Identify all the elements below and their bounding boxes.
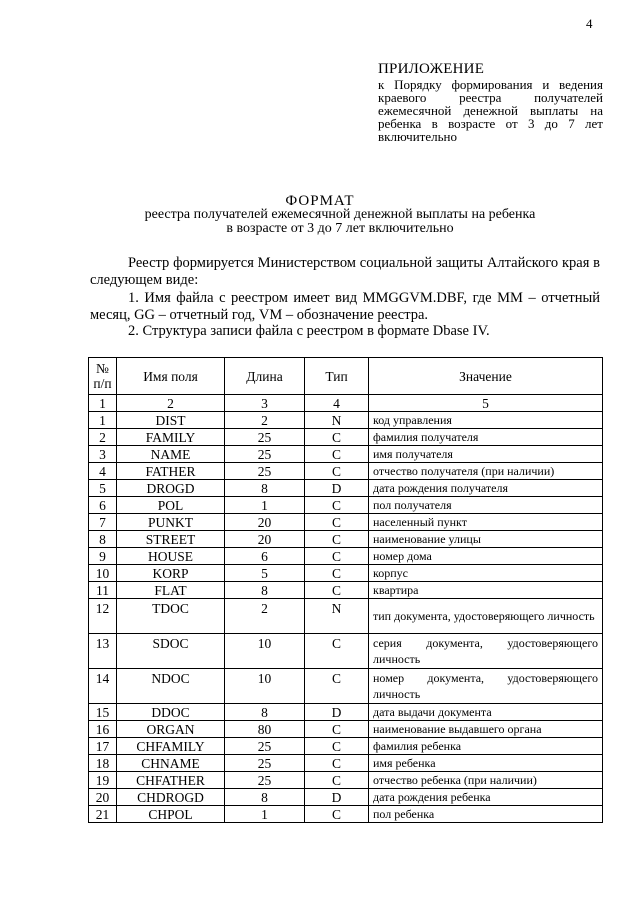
page-number: 4 — [586, 16, 593, 31]
table-row — [89, 497, 603, 514]
row-number: 20 — [89, 789, 117, 806]
field-name: POL — [117, 497, 225, 514]
table-row — [89, 755, 603, 772]
field-name: DDOC — [117, 704, 225, 721]
field-value: имя ребенка — [369, 755, 603, 772]
field-name: TDOC — [117, 599, 225, 634]
field-value: фамилия ребенка — [369, 738, 603, 755]
field-type: C — [305, 634, 369, 669]
table-row — [89, 738, 603, 755]
row-number: 18 — [89, 755, 117, 772]
field-type: C — [305, 514, 369, 531]
header-value: Значение — [369, 358, 603, 395]
field-value: номер документа, удостоверяющего личность — [369, 669, 603, 704]
field-value: отчество получателя (при наличии) — [369, 463, 603, 480]
row-number: 8 — [89, 531, 117, 548]
field-type: C — [305, 565, 369, 582]
field-name: SDOC — [117, 634, 225, 669]
field-name: CHFAMILY — [117, 738, 225, 755]
field-length: 8 — [225, 789, 305, 806]
header-number: № п/п — [89, 358, 117, 395]
table-row — [89, 582, 603, 599]
row-number: 9 — [89, 548, 117, 565]
field-length: 5 — [225, 565, 305, 582]
field-length: 20 — [225, 514, 305, 531]
field-type: C — [305, 669, 369, 704]
field-type: C — [305, 548, 369, 565]
row-number: 11 — [89, 582, 117, 599]
row-number: 6 — [89, 497, 117, 514]
field-value: серия документа, удостоверяющего личность — [369, 634, 603, 669]
field-length: 25 — [225, 446, 305, 463]
table-row — [89, 704, 603, 721]
field-name: CHPOL — [117, 806, 225, 823]
table-row — [89, 772, 603, 789]
field-length: 2 — [225, 599, 305, 634]
field-type: D — [305, 480, 369, 497]
field-name: KORP — [117, 565, 225, 582]
body-paragraph-1: Реестр формируется Министерством социальной защиты Алтайского края в следующем виде: — [90, 255, 600, 288]
header-field-name: Имя поля — [117, 358, 225, 395]
field-length: 10 — [225, 634, 305, 669]
appendix-title: ПРИЛОЖЕНИЕ — [378, 61, 485, 77]
field-value: дата рождения ребенка — [369, 789, 603, 806]
field-length: 6 — [225, 548, 305, 565]
field-length: 25 — [225, 463, 305, 480]
field-length: 80 — [225, 721, 305, 738]
field-type: N — [305, 412, 369, 429]
field-name: CHFATHER — [117, 772, 225, 789]
row-number: 7 — [89, 514, 117, 531]
body-paragraph-2: 1. Имя файла с реестром имеет вид MMGGVM.DBF, где MM – отчетный месяц, GG – отчетный год, VM – обозначение реестра. — [90, 290, 600, 323]
column-number-1: 1 — [89, 395, 117, 412]
field-type: C — [305, 446, 369, 463]
table-row — [89, 634, 603, 669]
body-paragraph-3: 2. Структура записи файла с реестром в формате Dbase IV. — [128, 323, 490, 339]
table-row — [89, 463, 603, 480]
field-value: отчество ребенка (при наличии) — [369, 772, 603, 789]
row-number: 21 — [89, 806, 117, 823]
field-value: имя получателя — [369, 446, 603, 463]
field-value: пол ребенка — [369, 806, 603, 823]
field-length: 2 — [225, 412, 305, 429]
field-value: номер дома — [369, 548, 603, 565]
appendix-block — [378, 61, 603, 143]
field-name: NAME — [117, 446, 225, 463]
field-length: 25 — [225, 738, 305, 755]
appendix-text: к Порядку формирования и ведения краевого реестра получателей ежемесячной денежной выплаты на ребенка в возрасте от 3 до 7 лет включительно — [378, 77, 603, 144]
row-number: 13 — [89, 634, 117, 669]
column-number-3: 3 — [225, 395, 305, 412]
field-length: 20 — [225, 531, 305, 548]
field-length: 8 — [225, 480, 305, 497]
field-type: N — [305, 599, 369, 634]
field-type: C — [305, 497, 369, 514]
field-type: D — [305, 704, 369, 721]
row-number: 4 — [89, 463, 117, 480]
table-row — [89, 548, 603, 565]
field-length: 10 — [225, 669, 305, 704]
table-row — [89, 480, 603, 497]
field-value: пол получателя — [369, 497, 603, 514]
table-row — [89, 789, 603, 806]
field-type: C — [305, 738, 369, 755]
field-length: 25 — [225, 772, 305, 789]
field-name: FATHER — [117, 463, 225, 480]
row-number: 5 — [89, 480, 117, 497]
field-value: наименование выдавшего органа — [369, 721, 603, 738]
row-number: 16 — [89, 721, 117, 738]
table-row — [89, 531, 603, 548]
field-type: C — [305, 463, 369, 480]
field-type: D — [305, 789, 369, 806]
row-number: 17 — [89, 738, 117, 755]
row-number: 19 — [89, 772, 117, 789]
field-length: 25 — [225, 755, 305, 772]
table-row — [89, 669, 603, 704]
record-structure-table — [88, 357, 603, 823]
column-number-2: 2 — [117, 395, 225, 412]
table-row — [89, 565, 603, 582]
field-length: 8 — [225, 582, 305, 599]
field-value: наименование улицы — [369, 531, 603, 548]
row-number: 2 — [89, 429, 117, 446]
field-type: C — [305, 429, 369, 446]
field-type: C — [305, 755, 369, 772]
table-body — [89, 412, 603, 823]
format-title: ФОРМАТ — [285, 193, 355, 209]
field-length: 1 — [225, 806, 305, 823]
field-type: C — [305, 531, 369, 548]
field-name: FLAT — [117, 582, 225, 599]
field-name: NDOC — [117, 669, 225, 704]
field-name: PUNKT — [117, 514, 225, 531]
table-row — [89, 806, 603, 823]
row-number: 3 — [89, 446, 117, 463]
field-value: корпус — [369, 565, 603, 582]
field-value: квартира — [369, 582, 603, 599]
field-name: FAMILY — [117, 429, 225, 446]
table-row — [89, 446, 603, 463]
table-row — [89, 599, 603, 634]
table-row — [89, 514, 603, 531]
table-row — [89, 721, 603, 738]
row-number: 1 — [89, 412, 117, 429]
table-number-row — [89, 395, 603, 412]
field-value: населенный пункт — [369, 514, 603, 531]
field-type: C — [305, 772, 369, 789]
field-value: код управления — [369, 412, 603, 429]
field-length: 8 — [225, 704, 305, 721]
field-type: C — [305, 582, 369, 599]
field-name: DIST — [117, 412, 225, 429]
row-number: 10 — [89, 565, 117, 582]
row-number: 14 — [89, 669, 117, 704]
format-subtitle-line2: в возрасте от 3 до 7 лет включительно — [226, 221, 454, 236]
format-subtitle — [100, 208, 580, 236]
table-header-row — [89, 358, 603, 395]
field-value: дата рождения получателя — [369, 480, 603, 497]
field-length: 25 — [225, 429, 305, 446]
table-row — [89, 429, 603, 446]
field-type: C — [305, 721, 369, 738]
column-number-4: 4 — [305, 395, 369, 412]
field-name: DROGD — [117, 480, 225, 497]
field-value: тип документа, удостоверяющего личность — [369, 599, 603, 634]
field-name: CHNAME — [117, 755, 225, 772]
table-row — [89, 412, 603, 429]
field-name: ORGAN — [117, 721, 225, 738]
field-type: C — [305, 806, 369, 823]
header-type: Тип — [305, 358, 369, 395]
header-length: Длина — [225, 358, 305, 395]
field-name: HOUSE — [117, 548, 225, 565]
field-value: дата выдачи документа — [369, 704, 603, 721]
field-length: 1 — [225, 497, 305, 514]
row-number: 15 — [89, 704, 117, 721]
row-number: 12 — [89, 599, 117, 634]
field-name: CHDROGD — [117, 789, 225, 806]
format-subtitle-line1: реестра получателей ежемесячной денежной выплаты на ребенка — [144, 207, 536, 222]
column-number-5: 5 — [369, 395, 603, 412]
field-value: фамилия получателя — [369, 429, 603, 446]
field-name: STREET — [117, 531, 225, 548]
